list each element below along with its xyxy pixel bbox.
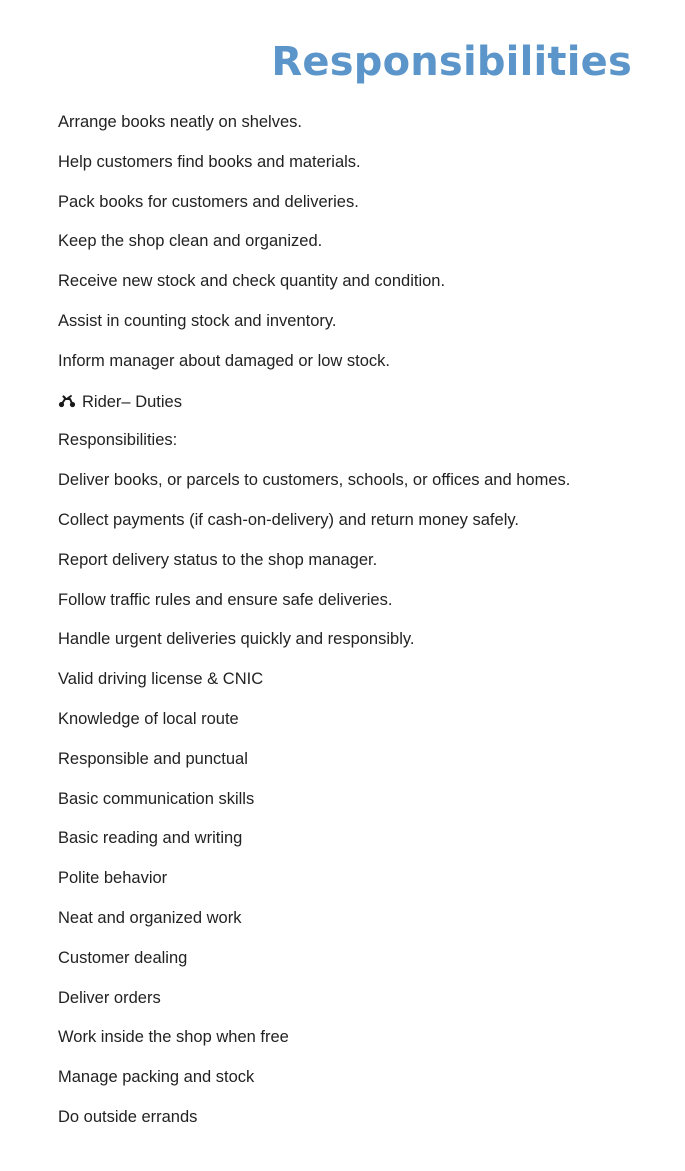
list-item: Knowledge of local route	[58, 709, 239, 728]
list-item: Valid driving license & CNIC	[58, 670, 264, 689]
list-item: Deliver books, or parcels to customers, schools, or offices and homes.	[58, 471, 571, 490]
list-item: Inform manager about damaged or low stock.	[58, 351, 391, 370]
list-item: Manage packing and stock	[58, 1068, 255, 1087]
list-item: Work inside the shop when free	[58, 1028, 289, 1047]
page-title: Responsibilities	[271, 39, 632, 85]
list-item: Pack books for customers and deliveries.	[58, 192, 359, 211]
list-item: Responsible and punctual	[58, 749, 248, 768]
list-item: Help customers find books and materials.	[58, 152, 361, 171]
rider-responsibilities-subheading: Responsibilities:	[58, 431, 178, 450]
list-item: Deliver orders	[58, 988, 161, 1007]
list-item: Receive new stock and check quantity and condition.	[58, 272, 446, 291]
list-item: Polite behavior	[58, 869, 168, 888]
list-item: Handle urgent deliveries quickly and responsibly.	[58, 630, 415, 649]
list-item: Keep the shop clean and organized.	[58, 232, 323, 251]
responsibilities-list	[58, 112, 665, 1147]
rider-duties-label: Rider– Duties	[82, 392, 182, 411]
list-item: Arrange books neatly on shelves.	[58, 113, 302, 131]
list-item: Customer dealing	[58, 948, 188, 967]
list-item: Collect payments (if cash-on-delivery) and return money safely.	[58, 510, 519, 529]
list-item: Report delivery status to the shop manager.	[58, 550, 378, 569]
scooter-icon	[58, 392, 76, 406]
list-item: Do outside errands	[58, 1107, 198, 1126]
list-item: Follow traffic rules and ensure safe deliveries.	[58, 590, 393, 609]
list-item: Basic reading and writing	[58, 829, 243, 848]
list-item: Basic communication skills	[58, 789, 255, 808]
rider-duties-heading	[58, 391, 665, 431]
list-item: Neat and organized work	[58, 908, 242, 927]
list-item: Assist in counting stock and inventory.	[58, 311, 337, 330]
